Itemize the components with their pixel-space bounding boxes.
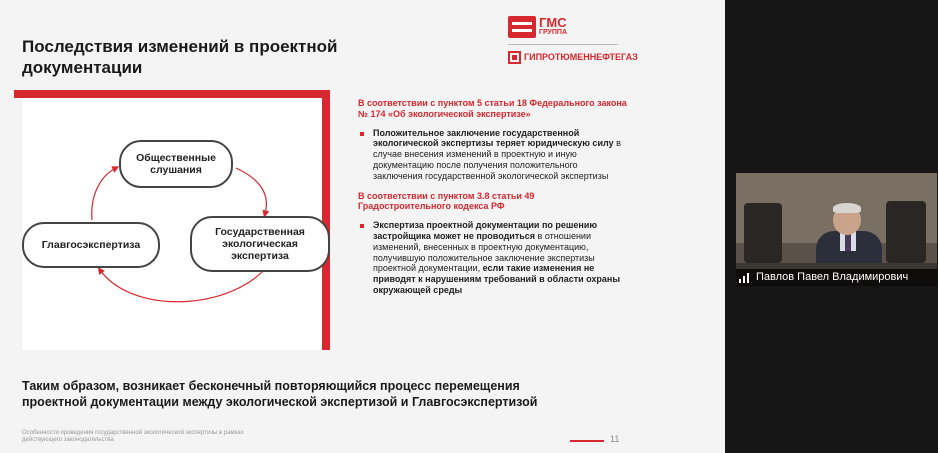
bullet-2 <box>358 220 628 296</box>
arrow-right-to-left <box>100 270 262 302</box>
arrow-left-to-top <box>92 168 116 220</box>
participant-name: Павлов Павел Владимирович <box>756 271 909 283</box>
arrow-top-to-right <box>236 168 266 214</box>
bullet-1-bold: Положительное заключение государственной экологической экспертизы теряет юридическую силу <box>373 127 614 149</box>
signal-bars-icon <box>739 273 753 283</box>
conclusion-text: Таким образом, возникает бесконечный повторяющийся процесс перемещения проектной документации между экологической экспертизой и Главгосэкспертизой <box>22 379 538 409</box>
gms-logo-text: ГМС <box>539 15 567 30</box>
slide-footer: Особенности проведения государственной экологической экспертизы в рамках действующего законодательства <box>22 430 244 443</box>
node-glavgosexpertiza: Главгосэкспертиза <box>22 222 160 268</box>
participant-name-bar <box>736 269 937 286</box>
bullet-2-bold-1: Экспертиза проектной документации по решению застройщика может не проводиться <box>373 220 598 241</box>
node-state-ecological-expertise: Государственная экологическая экспертиза <box>190 216 330 272</box>
page-number: 11 <box>610 434 620 444</box>
bullet-2-text: в отношении изменений, внесенных в проектную документацию, получившую положительное заключение экспертизы проектной документации, <box>373 230 595 274</box>
bullet-2-bold-2: если такие изменения не приводят к нарушениям требований в области охраны окружающей среды <box>373 263 621 295</box>
bullet-1 <box>358 128 628 182</box>
gms-logo-subtext: ГРУППА <box>539 29 568 36</box>
footer-accent-line <box>570 440 604 442</box>
bullet-1-text: в случае внесения изменений в проектную и иную документацию после получения положительного заключения государственной экологической экспертизы <box>373 138 621 181</box>
legal-reference-1: В соответствии с пунктом 5 статьи 18 Федерального закона № 174 «Об экологической экспертизе» <box>358 98 627 119</box>
legal-reference-2: В соответствии с пунктом 3.8 статьи 49 Градостроительного кодекса РФ <box>358 190 535 212</box>
node-public-hearings: Общественные слушания <box>119 140 233 188</box>
giprotyumen-logo-text: ГИПРОТЮМЕННЕФТЕГАЗ <box>524 52 638 62</box>
slide-title: Последствия изменений в проектной документации <box>22 37 338 77</box>
legal-references <box>358 98 628 296</box>
